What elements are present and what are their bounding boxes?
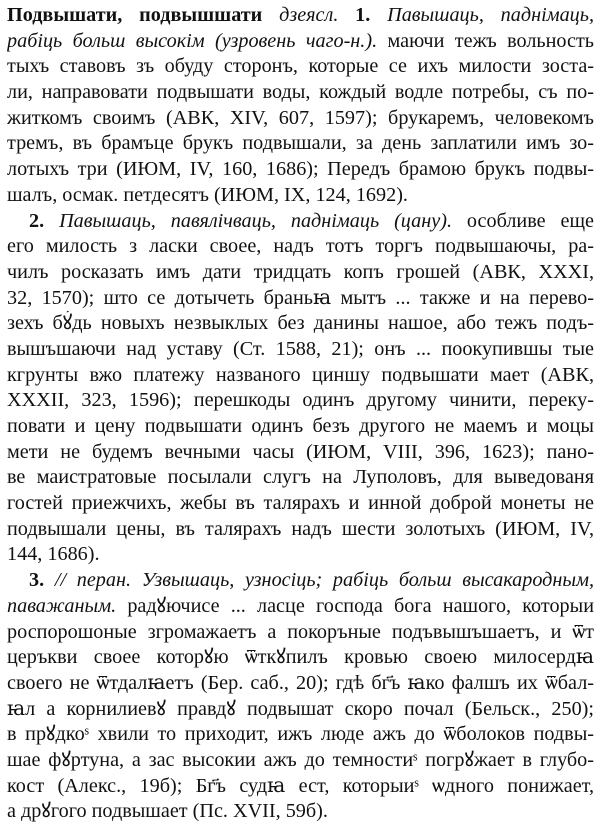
body-text: повати и цену подвышати одинъ безъ другого не маемъ и моцы	[7, 415, 594, 437]
body-text: чилъ росказать имъ дати тридцать копъ грошей (АВК, XXXI,	[7, 260, 594, 283]
text-line	[7, 388, 594, 414]
body-text: церъкви своее которꙋю ѿткꙋпилъ кровью своею милосердꙗ	[7, 646, 594, 669]
body-text: его милость з ласки своее, надъ тотъ торгъ подвышаючы, ра-	[7, 235, 594, 258]
text-line	[7, 3, 594, 29]
text-line	[7, 131, 594, 157]
definition-gloss: дзеясл.	[279, 4, 339, 26]
body-text: шалъ, осмак. петдесятъ (ИЮМ, IX, 124, 1692).	[7, 183, 408, 206]
text-line	[7, 594, 594, 620]
text-line	[7, 568, 594, 594]
text-line	[7, 209, 594, 235]
body-text	[370, 4, 387, 26]
text-line	[7, 286, 594, 312]
body-text: тыхъ ставовъ зъ обуду сторонъ, которые се ихъ милости зоста-	[7, 55, 594, 78]
body-text: в прꙋдкоˢ хвили то приходит, ижъ люде ажъ до ѿболоков подвы-	[7, 723, 594, 746]
text-line	[7, 234, 594, 260]
headword: Подвышати, подвышшати	[7, 4, 263, 26]
definition-gloss: паважаным.	[7, 594, 117, 617]
text-line	[7, 337, 594, 363]
body-text: кост (Алекс., 19б); Бг҃ъ судꙗ ест, которыиˢ ѡдного понижает,	[7, 774, 594, 797]
body-text: роспорошоные згромажаетъ а покоръные подъвышъшаетъ, и ѿт	[7, 620, 594, 643]
body-text: подвышали цены, въ талярахъ надъ шести золотыхъ (ИЮМ, IV,	[7, 517, 594, 540]
text-line	[7, 157, 594, 183]
text-line	[7, 799, 594, 825]
body-text: радꙋючисе ... ласце господа бога нашого, которыи	[116, 594, 594, 617]
body-text: особливе еще	[452, 209, 594, 232]
entry-sense-2	[7, 209, 594, 569]
text-line	[7, 260, 594, 286]
text-line	[7, 671, 594, 697]
body-text: тремъ, въ брамъце брукъ подвышали, за день заплатили имъ зо-	[7, 132, 594, 155]
body-text: своего не ѿтдалꙗетъ (Бер. саб., 20); гдѣ бг҃ъ ꙗко фалшъ их ѿбал-	[7, 671, 594, 694]
text-line	[7, 722, 594, 748]
text-line	[7, 465, 594, 491]
body-text: ли, направовати подвышати воды, кождый водле потребы, съ по-	[7, 81, 594, 104]
body-text: лотыхъ три (ИЮМ, IV, 160, 1686); Передъ брамою брукъ подвы-	[7, 158, 594, 181]
sense-number: 1.	[355, 4, 371, 26]
body-text: житкомъ своимъ (АВК, XIV, 607, 1597); брукаремъ, человекомъ	[7, 106, 594, 129]
body-text: ꙗл а корнилиевꙋ правдꙋ подвышат скоро почал (Бельск., 250);	[7, 697, 594, 720]
sense-number: 2.	[29, 209, 45, 232]
text-line	[7, 440, 594, 466]
text-line	[7, 542, 594, 568]
text-line	[7, 414, 594, 440]
text-line	[7, 80, 594, 106]
entry-sense-1	[7, 3, 594, 209]
body-text: зехъ бꙋ́дь новыхъ незвыклых без данины нашое, або тежъ подъ-	[7, 312, 594, 335]
sense-number: 3.	[29, 569, 45, 592]
text-line	[7, 697, 594, 723]
body-text: гостей приежчихъ, жебы въ талярахъ и инной доброй монеты не	[7, 492, 594, 515]
text-line	[7, 311, 594, 337]
body-text: 144, 1686).	[7, 543, 100, 566]
body-text	[338, 4, 355, 26]
text-line	[7, 491, 594, 517]
body-text: мети не будемъ вечными часы (ИЮМ, VIII, 396, 1623); пано-	[7, 440, 594, 463]
text-line	[7, 54, 594, 80]
text-line	[7, 183, 594, 209]
text-line	[7, 29, 594, 55]
text-line	[7, 363, 594, 389]
text-line	[7, 517, 594, 543]
body-text: а дрꙋгого подвышает (Пс. XVII, 59б).	[7, 800, 328, 823]
definition-gloss: Павышаць, паднімаць,	[387, 4, 594, 26]
definition-gloss: // перан. Узвышаць, узносіць; рабіць больш высакародным,	[54, 569, 594, 592]
text-line	[7, 645, 594, 671]
body-text: ве маистратовые посылали слугъ на Луполовъ, для выведованя	[7, 466, 594, 489]
body-text: вышъшаючи над уставу (Ст. 1588, 21); онъ ... поокупившы тые	[7, 337, 594, 360]
body-text: XXXII, 323, 1596); перешкоды одинъ другому чинити, перекy-	[7, 389, 594, 412]
body-text: кгрунты вжо платежу названого циншу подвышати мает (АВК,	[7, 363, 594, 386]
body-text: маючи тежъ вольность	[377, 29, 594, 52]
definition-gloss: рабіць больш высокім (узровень чаго-н.).	[7, 29, 378, 52]
text-line	[7, 774, 594, 800]
text-line	[7, 748, 594, 774]
entry-sense-3	[7, 568, 594, 825]
body-text	[262, 4, 279, 26]
body-text	[44, 569, 55, 591]
definition-gloss: Павышаць, павялічваць, паднімаць (цану).	[59, 209, 452, 232]
body-text: шае фꙋртуна, а зас высокии ажъ до темностиˢ погрꙋжает в глубо-	[7, 748, 594, 771]
body-text: 32, 1570); што се дотычеть браньꙗ мытъ ... также и на перево-	[7, 286, 594, 309]
text-line	[7, 106, 594, 132]
text-line	[7, 620, 594, 646]
body-text	[44, 210, 59, 232]
